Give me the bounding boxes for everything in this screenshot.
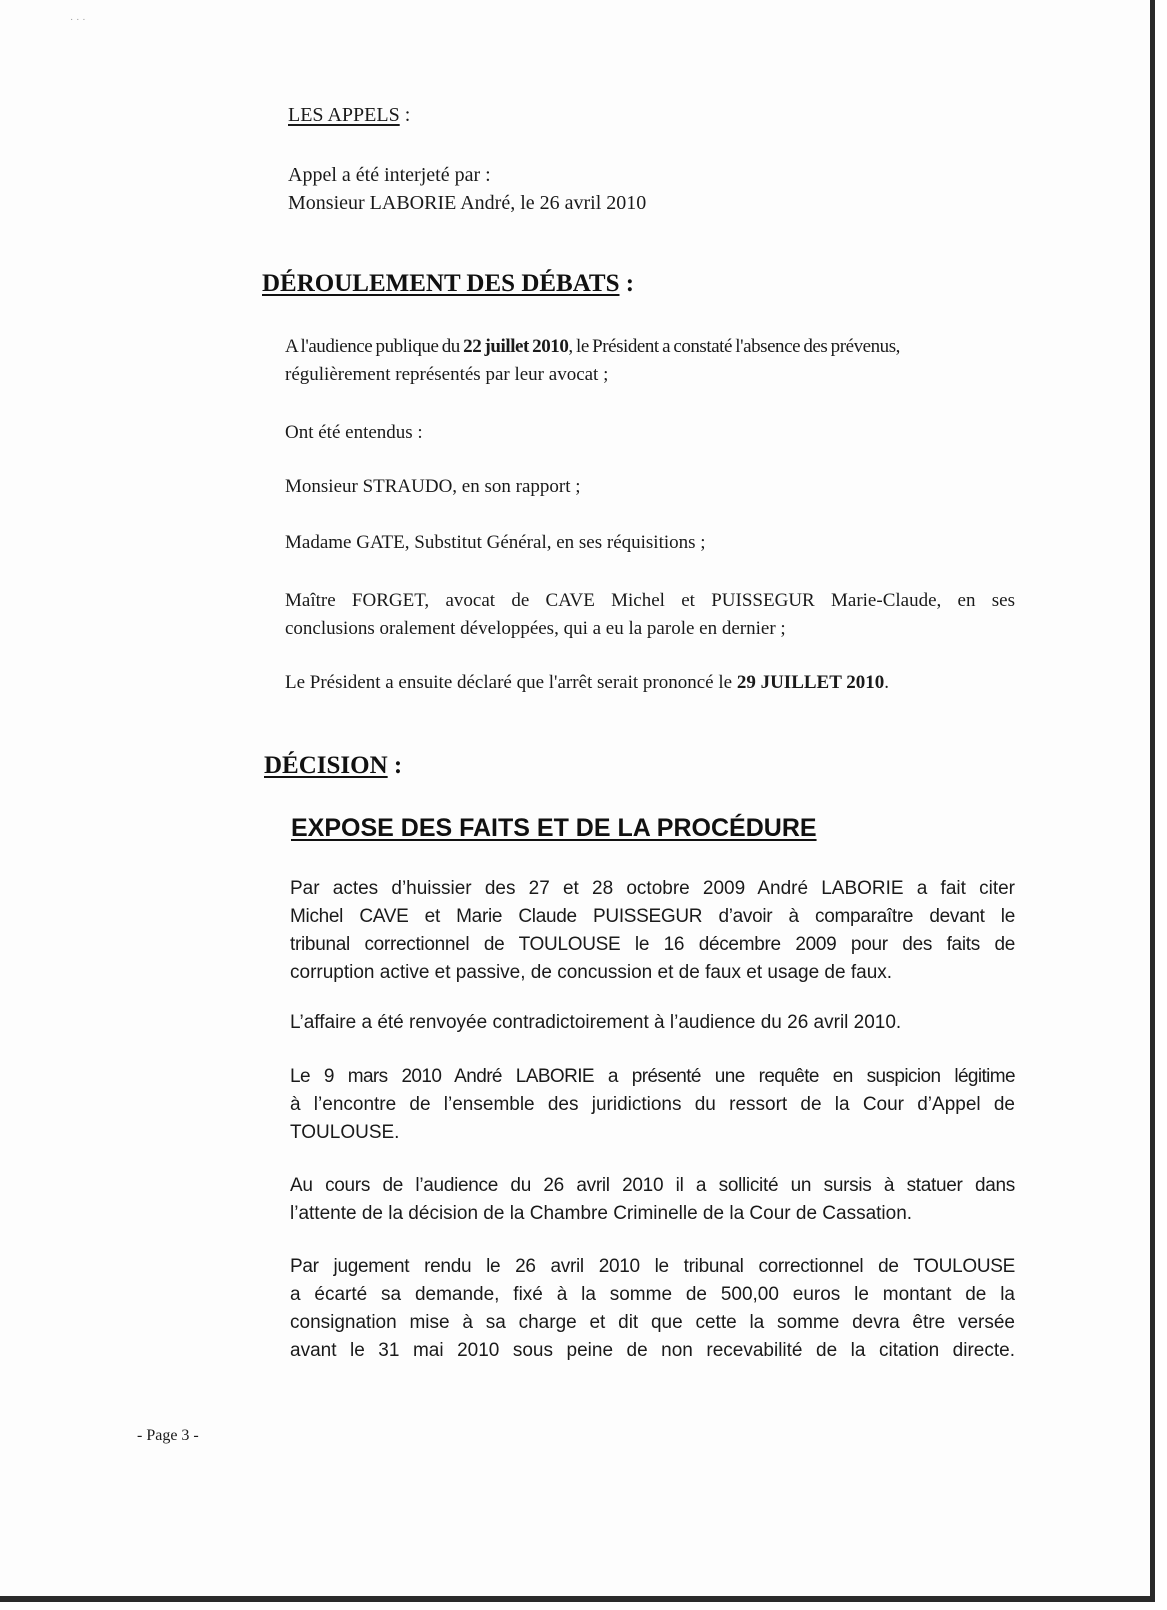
facts-paragraph-5: Par jugement rendu le 26 avril 2010 le tribunal correctionnel de TOULOUSE a écarté sa demande, fixé à la somme de 500,00 euros le montant de la consignation mise à sa charge et dit que cette la somme devra être versée avant le 31 mai 2010 sous peine de non recevabilité de la citation directe. — [290, 1256, 1015, 1361]
decision-heading: DÉCISION : — [264, 752, 403, 779]
appeals-section — [288, 161, 646, 217]
scan-specks: · · · — [70, 14, 86, 25]
counsel-paragraph: Maître FORGET, avocat de CAVE Michel et PUISSEGUR Marie-Claude, en ses conclusions oralement développées, qui a eu la parole en dernier ; — [285, 590, 1015, 639]
debates-heading: DÉROULEMENT DES DÉBATS : — [262, 270, 635, 297]
heard-label: Ont été entendus : — [285, 422, 423, 443]
facts-subheading: EXPOSE DES FAITS ET DE LA PROCÉDURE — [291, 814, 817, 842]
appeals-heading: LES APPELS : — [288, 104, 411, 126]
rapporteur-line: Monsieur STRAUDO, en son rapport ; — [285, 476, 581, 497]
audience-paragraph: A l'audience publique du 22 juillet 2010, le Président a constaté l'absence des prévenus, régulièrement représentés par leur avocat ; — [285, 336, 900, 385]
verdict-date-line: Le Président a ensuite déclaré que l'arrêt serait prononcé le 29 JUILLET 2010. — [285, 672, 890, 693]
facts-paragraph-1: Par actes d’huissier des 27 et 28 octobre 2009 André LABORIE a fait citer Michel CAVE et Marie Claude PUISSEGUR d’avoir à comparaître devant le tribunal correctionnel de TOULOUSE le 16 décembre 2009 pour des faits de corruption active et passive, de concussion et de faux et usage de faux. — [290, 878, 1015, 983]
facts-paragraph-2: L’affaire a été renvoyée contradictoirement à l’audience du 26 avril 2010. — [290, 1012, 902, 1033]
prosecutor-line: Madame GATE, Substitut Général, en ses réquisitions ; — [285, 532, 706, 553]
appellant-line: Monsieur LABORIE André, le 26 avril 2010 — [288, 192, 647, 214]
facts-paragraph-3: Le 9 mars 2010 André LABORIE a présenté une requête en suspicion légitime à l’encontre de l’ensemble des juridictions du ressort de la Cour d’Appel de TOULOUSE. — [290, 1066, 1015, 1143]
appeal-filed-line: Appel a été interjeté par : — [288, 164, 491, 186]
facts-paragraph-4: Au cours de l’audience du 26 avril 2010 il a sollicité un sursis à statuer dans l’attente de la décision de la Chambre Criminelle de la Cour de Cassation. — [290, 1175, 1015, 1224]
page-number: - Page 3 - — [137, 1427, 199, 1444]
